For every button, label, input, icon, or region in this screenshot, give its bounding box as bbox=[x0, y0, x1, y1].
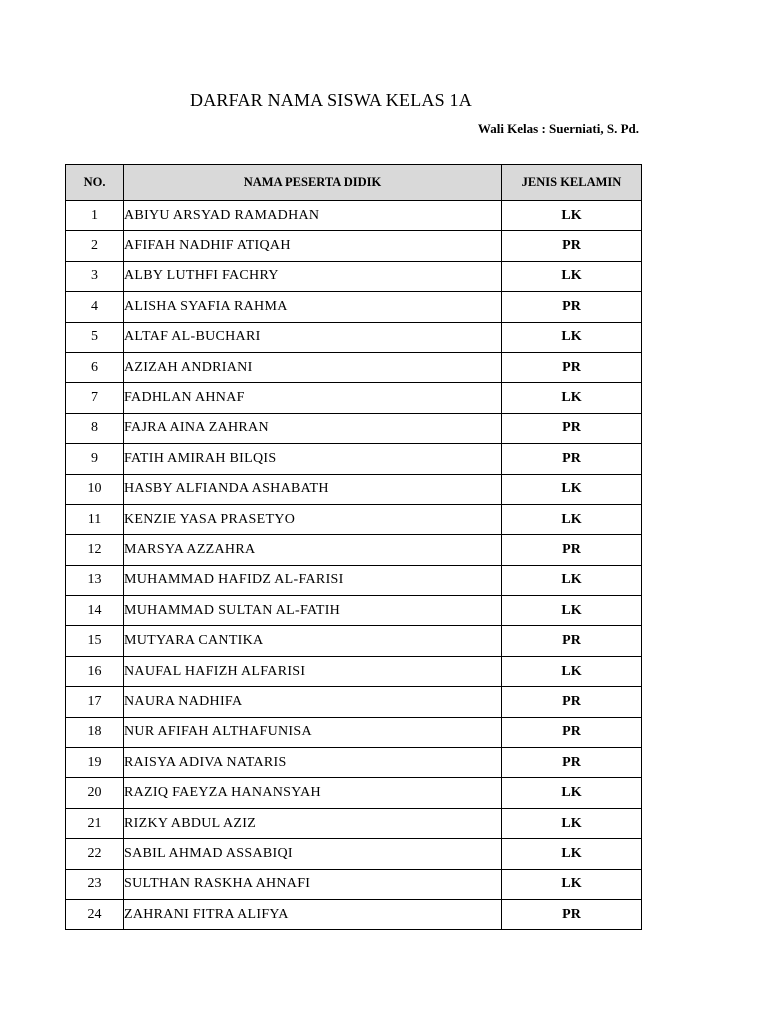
student-name: HASBY ALFIANDA ASHABATH bbox=[124, 474, 502, 504]
table-row bbox=[66, 596, 642, 626]
student-name: ALBY LUTHFI FACHRY bbox=[124, 261, 502, 291]
table-row bbox=[66, 687, 642, 717]
student-name: RAISYA ADIVA NATARIS bbox=[124, 748, 502, 778]
student-name: MUHAMMAD HAFIDZ AL-FARISI bbox=[124, 565, 502, 595]
row-number: 3 bbox=[66, 261, 124, 291]
row-number: 8 bbox=[66, 413, 124, 443]
row-number: 21 bbox=[66, 808, 124, 838]
table-row bbox=[66, 413, 642, 443]
gender-code: LK bbox=[502, 504, 642, 534]
row-number: 20 bbox=[66, 778, 124, 808]
gender-code: LK bbox=[502, 778, 642, 808]
table-row bbox=[66, 748, 642, 778]
table-body bbox=[66, 201, 642, 930]
table-row bbox=[66, 778, 642, 808]
student-name: AZIZAH ANDRIANI bbox=[124, 352, 502, 382]
row-number: 10 bbox=[66, 474, 124, 504]
gender-code: LK bbox=[502, 808, 642, 838]
gender-code: LK bbox=[502, 596, 642, 626]
student-name: MUHAMMAD SULTAN AL-FATIH bbox=[124, 596, 502, 626]
table-row bbox=[66, 869, 642, 899]
row-number: 12 bbox=[66, 535, 124, 565]
gender-code: PR bbox=[502, 352, 642, 382]
table-row bbox=[66, 535, 642, 565]
table-row bbox=[66, 839, 642, 869]
wali-kelas-label: Wali Kelas : Suerniati, S. Pd. bbox=[477, 121, 639, 136]
gender-code: PR bbox=[502, 231, 642, 261]
row-number: 11 bbox=[66, 504, 124, 534]
gender-code: PR bbox=[502, 535, 642, 565]
gender-code: LK bbox=[502, 383, 642, 413]
table-row bbox=[66, 444, 642, 474]
gender-code: LK bbox=[502, 839, 642, 869]
table-row bbox=[66, 474, 642, 504]
row-number: 4 bbox=[66, 292, 124, 322]
row-number: 5 bbox=[66, 322, 124, 352]
row-number: 16 bbox=[66, 656, 124, 686]
gender-code: LK bbox=[502, 565, 642, 595]
student-roster-table bbox=[65, 164, 642, 930]
student-name: NAURA NADHIFA bbox=[124, 687, 502, 717]
gender-code: PR bbox=[502, 413, 642, 443]
table-row bbox=[66, 201, 642, 231]
student-name: RIZKY ABDUL AZIZ bbox=[124, 808, 502, 838]
table-row bbox=[66, 717, 642, 747]
gender-code: LK bbox=[502, 322, 642, 352]
table-header bbox=[66, 165, 642, 201]
row-number: 22 bbox=[66, 839, 124, 869]
table-row bbox=[66, 292, 642, 322]
row-number: 7 bbox=[66, 383, 124, 413]
row-number: 2 bbox=[66, 231, 124, 261]
student-name: NAUFAL HAFIZH ALFARISI bbox=[124, 656, 502, 686]
table-row bbox=[66, 565, 642, 595]
student-name: FADHLAN AHNAF bbox=[124, 383, 502, 413]
student-name: FATIH AMIRAH BILQIS bbox=[124, 444, 502, 474]
gender-code: LK bbox=[502, 474, 642, 504]
gender-code: PR bbox=[502, 626, 642, 656]
row-number: 1 bbox=[66, 201, 124, 231]
gender-code: LK bbox=[502, 201, 642, 231]
gender-code: PR bbox=[502, 687, 642, 717]
student-name: MUTYARA CANTIKA bbox=[124, 626, 502, 656]
table-header-row bbox=[66, 165, 642, 201]
table-row bbox=[66, 322, 642, 352]
student-name: NUR AFIFAH ALTHAFUNISA bbox=[124, 717, 502, 747]
row-number: 17 bbox=[66, 687, 124, 717]
table-row bbox=[66, 261, 642, 291]
gender-code: LK bbox=[502, 869, 642, 899]
student-name: SULTHAN RASKHA AHNAFI bbox=[124, 869, 502, 899]
student-name: MARSYA AZZAHRA bbox=[124, 535, 502, 565]
row-number: 9 bbox=[66, 444, 124, 474]
student-name: ZAHRANI FITRA ALIFYA bbox=[124, 899, 502, 929]
row-number: 24 bbox=[66, 899, 124, 929]
header-name: NAMA PESERTA DIDIK bbox=[124, 165, 502, 201]
student-name: AFIFAH NADHIF ATIQAH bbox=[124, 231, 502, 261]
table-row bbox=[66, 352, 642, 382]
student-name: ALTAF AL-BUCHARI bbox=[124, 322, 502, 352]
row-number: 13 bbox=[66, 565, 124, 595]
row-number: 15 bbox=[66, 626, 124, 656]
gender-code: PR bbox=[502, 292, 642, 322]
row-number: 14 bbox=[66, 596, 124, 626]
row-number: 19 bbox=[66, 748, 124, 778]
row-number: 18 bbox=[66, 717, 124, 747]
row-number: 6 bbox=[66, 352, 124, 382]
student-name: RAZIQ FAEYZA HANANSYAH bbox=[124, 778, 502, 808]
gender-code: PR bbox=[502, 444, 642, 474]
table-row bbox=[66, 231, 642, 261]
table-row bbox=[66, 383, 642, 413]
document-title: DARFAR NAMA SISWA KELAS 1A bbox=[190, 90, 472, 110]
gender-code: PR bbox=[502, 717, 642, 747]
table-row bbox=[66, 808, 642, 838]
student-name: KENZIE YASA PRASETYO bbox=[124, 504, 502, 534]
table-row bbox=[66, 899, 642, 929]
header-gender: JENIS KELAMIN bbox=[502, 165, 642, 201]
table-row bbox=[66, 504, 642, 534]
gender-code: LK bbox=[502, 656, 642, 686]
student-name: FAJRA AINA ZAHRAN bbox=[124, 413, 502, 443]
header-no: NO. bbox=[66, 165, 124, 201]
gender-code: LK bbox=[502, 261, 642, 291]
student-name: ABIYU ARSYAD RAMADHAN bbox=[124, 201, 502, 231]
gender-code: PR bbox=[502, 748, 642, 778]
table-row bbox=[66, 656, 642, 686]
row-number: 23 bbox=[66, 869, 124, 899]
gender-code: PR bbox=[502, 899, 642, 929]
table-row bbox=[66, 626, 642, 656]
student-name: SABIL AHMAD ASSABIQI bbox=[124, 839, 502, 869]
student-name: ALISHA SYAFIA RAHMA bbox=[124, 292, 502, 322]
